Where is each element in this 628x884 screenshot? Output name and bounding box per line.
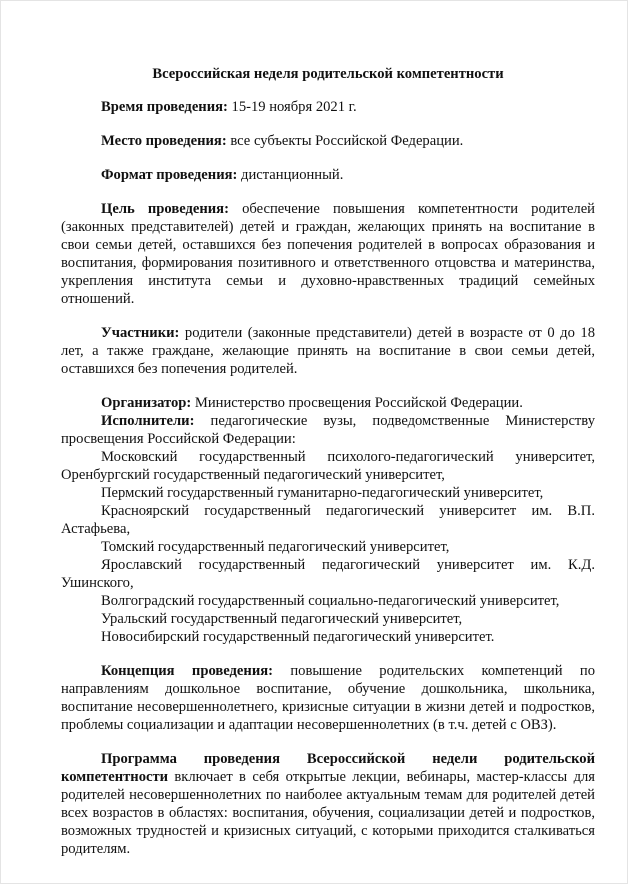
participants-value: родители (законные представители) детей в возрасте от 0 до 18 лет, а также граждане, желающие принять на воспитание в свои семьи детей, оставшихся без попечения родителей.: [61, 325, 595, 377]
goal-value: обеспечение повышения компетентности родителей (законных представителей) детей и граждан, желающих принять на воспитание в свои семьи детей, оставшихся без попечения родителей в вопросах образования и воспитания, формирования позитивного и ответственного отцовства и материнства, укрепления института семьи и духовно-нравственных традиций семейных отношений.: [61, 201, 595, 307]
program-paragraph: [61, 750, 595, 858]
participants-paragraph: [61, 324, 595, 378]
executors-value: педагогические вузы, подведомственные Министерству просвещения Российской Федерации:: [61, 413, 595, 447]
goal-label: Цель проведения:: [101, 201, 229, 217]
organizer-value: Министерство просвещения Российской Федерации.: [191, 395, 523, 411]
time-paragraph: [61, 98, 595, 116]
place-label: Место проведения:: [101, 133, 227, 149]
program-value: включает в себя открытые лекции, вебинары, мастер-классы для родителей несовершеннолетних по наиболее актуальным темам для родителей детей всех возрастов в областях: воспитания, обучения, социализации детей и подростков, возможных трудностей и кризисных ситуаций, с которыми приходится сталкиваться родителям.: [61, 769, 595, 857]
goal-paragraph: [61, 200, 595, 308]
organizer-paragraph: [61, 394, 595, 412]
university-item: Ярославский государственный педагогический университет им. К.Д. Ушинского,: [61, 557, 595, 591]
time-value: 15-19 ноября 2021 г.: [227, 99, 357, 115]
program-label: Программа проведения Всероссийской недели родительской компетентности: [61, 751, 595, 785]
university-item: Томский государственный педагогический университет,: [101, 539, 450, 555]
university-item: Московский государственный психолого-педагогический университет, Оренбургский государственный педагогический университет,: [61, 449, 595, 483]
university-item: Уральский государственный педагогический университет,: [101, 611, 463, 627]
participants-label: Участники:: [101, 325, 180, 341]
executors-label: Исполнители:: [101, 413, 195, 429]
university-item: Красноярский государственный педагогический университет им. В.П. Астафьева,: [61, 503, 595, 537]
concept-paragraph: [61, 662, 595, 734]
executors-paragraph: [61, 412, 595, 448]
place-paragraph: [61, 132, 595, 150]
university-item: Новосибирский государственный педагогический университет.: [101, 629, 495, 645]
document-body: [61, 65, 595, 858]
concept-value: повышение родительских компетенций по направлениям дошкольное воспитание, обучение дошкольника, школьника, воспитание несовершеннолетнего, кризисные ситуации в жизни детей и подростков, проблемы социализации и адаптации несовершеннолетних (в т.ч. детей с ОВЗ).: [61, 663, 595, 733]
university-item: Волгоградский государственный социально-педагогический университет,: [101, 593, 560, 609]
organizer-label: Организатор:: [101, 395, 192, 411]
format-paragraph: [61, 166, 595, 184]
document-title: Всероссийская неделя родительской компетентности: [152, 66, 504, 82]
place-value: все субъекты Российской Федерации.: [226, 133, 464, 149]
format-label: Формат проведения:: [101, 167, 238, 183]
time-label: Время проведения:: [101, 99, 228, 115]
university-item: Пермский государственный гуманитарно-педагогический университет,: [101, 485, 544, 501]
concept-label: Концепция проведения:: [101, 663, 273, 679]
format-value: дистанционный.: [237, 167, 344, 183]
